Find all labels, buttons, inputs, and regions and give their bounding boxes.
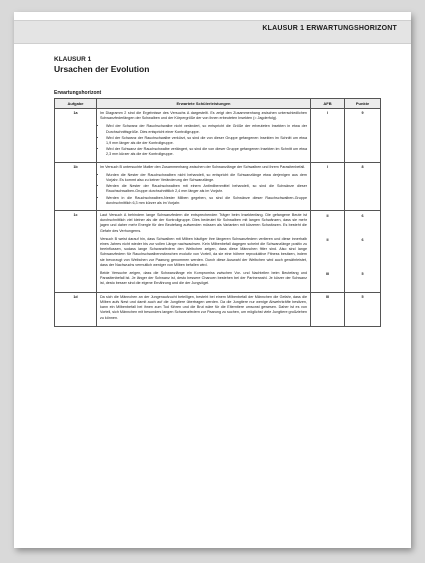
afb-level: II bbox=[326, 214, 329, 219]
column-header-expected: Erwartete Schülerleistungen bbox=[97, 99, 311, 109]
task-number: 1a bbox=[55, 109, 97, 163]
task-number: 1c bbox=[55, 211, 97, 293]
table-row bbox=[55, 109, 381, 163]
expected-answer bbox=[97, 211, 311, 293]
expected-answer bbox=[97, 292, 311, 326]
column-header-task: Aufgabe bbox=[55, 99, 97, 109]
answer-bullets bbox=[100, 173, 307, 206]
answer-paragraph: Versuch B weist darauf hin, dass Schwalben mit Milben häufiger ihre längeren Schwanzfedern verlieren und diese innerhalb eines Jahres nicht wieder bis zur vollen Länge nachwachsen. Kein Milbenbefall dagegen scheint die Schwanzlänge positiv zu beeinflussen, sodass lange Schwanzfedern den Weibchen zeigen, dass diese Männchen fitter sind. Also sind lange Schwanzfedern für Rauchschwalbenmännchen evolutiv von Vorteil, da sie eine höhere reproduktive Fitness besitzen, indem sie bevorzugt von Weibchen zur Paarung genommen werden. Durch diese Auswahl der Weibchen wird auch gewährleistet, dass der Nachwuchs vermutlich weniger von Milben befallen wird. bbox=[100, 236, 307, 267]
afb-level-cell bbox=[311, 211, 345, 293]
afb-level: I bbox=[311, 109, 345, 163]
answer-paragraph: Beide Versuche zeigen, dass die Schwanzlänge ein Kompromiss zwischen Vor- und Nachteilen beim Beutefang und Parasitenbefall ist. Je länger der Schwanz ist, desto bessere Chancen bestehen bei der Partnerwahl. Je kürzer der Schwanz ist, desto besser sind die eigene Ernährung und die der Jungvögel. bbox=[100, 271, 307, 286]
task-number: 1d bbox=[55, 292, 97, 326]
answer-bullet: • Wird der Schwanz der Rauchschwalbe verkürzt, so sind die von dieser Gruppe gefangenen Insekten im Schnitt um etwa 1,9 mm länger als die der Kontrollgruppe. bbox=[106, 136, 307, 146]
expected-answer bbox=[97, 162, 311, 210]
answer-paragraph: Da sich die Männchen an der Jungenaufzucht beteiligen, besteht bei einem Milbenbefall der Männchen die Gefahr, dass die Milben aufs Nest und damit auch auf die Jungtiere übertragen werden. Da die Jungtiere nur wenige Abwehrkräfte besitzen, kann ein Milbenbefall bei ihnen zum Tod führen und die Brut wäre für die Elterntiere umsonst gewesen. Daher ist es von Vorteil, sich Männchen mit besonders langen Schwanzfedern zur Paarung zu suchen, um möglichst viele Jungtiere großziehen zu können. bbox=[100, 294, 307, 320]
points-value: 9 bbox=[345, 109, 381, 163]
answer-bullet: • Werden die Nester der Rauchschwalben mit einem Antimilbenmittel behandelt, so sind die Schwänze dieser Rauchschwalben-Gruppe durchschnittlich 2,4 mm länger als im Vorjahr. bbox=[106, 184, 307, 194]
afb-level: I bbox=[311, 162, 345, 210]
header-title: KLAUSUR 1 ERWARTUNGSHORIZONT bbox=[262, 25, 397, 32]
expected-answer bbox=[97, 109, 311, 163]
column-header-points: Punkte bbox=[345, 99, 381, 109]
afb-level: III bbox=[311, 292, 345, 326]
table-row bbox=[55, 211, 381, 293]
afb-level: III bbox=[325, 272, 330, 277]
answer-intro: Im Versuch B untersuchte Møller den Zusammenhang zwischen der Schwanzlänge der Schwalben und ihrem Parasitenbefall. bbox=[100, 164, 306, 169]
points-value: 8 bbox=[345, 162, 381, 210]
answer-paragraph: Laut Versuch A behindern lange Schwanzfedern die entsprechenden Träger beim Insektenfang. Die gefangene Beute ist durchschnittlich viel kleiner als die der Kontrollgruppe. Dies bedeutet für Schwalben mit langen Schwänzen, dass sie mehr jagen und daher mehr Energie für den Beutefang aufwenden müssen als Varianten mit kürzeren Schwänzen. Es besteht die Gefahr des Verhungerns. bbox=[100, 213, 307, 233]
header-band bbox=[14, 20, 411, 44]
section-label: Erwartungshorizont bbox=[54, 90, 102, 96]
points-value: 5 bbox=[345, 292, 381, 326]
points-value: 5 bbox=[361, 272, 364, 277]
answer-intro: Im Diagramm 2 sind die Ergebnisse des Versuchs A dargestellt. Es zeigt den Zusammenhang zwischen unterschiedlichen Schwanzfederlängen der Schwalben und der Körpergröße der von ihnen erbeuteten Insekten (= Jagderfolg). bbox=[100, 111, 307, 121]
answer-bullet: • Wird der Schwanz der Rauchschwalbe nicht verändert, so entspricht die Größe der erbeuteten Insekten in etwa der Durchschnittsgröße. Dies entspricht einer Kontrollgruppe. bbox=[106, 124, 307, 134]
klausur-label: KLAUSUR 1 bbox=[54, 56, 92, 63]
klausur-title: Ursachen der Evolution bbox=[54, 64, 150, 74]
answer-bullet: • Werden in die Rauchschwalben-Nester Milben gegeben, so sind die Schwänze dieser Rauchschwalben-Gruppe durchschnittlich 6,3 mm kürzer als im Vorjahr. bbox=[106, 196, 307, 206]
answer-bullet: • Wird der Schwanz der Rauchschwalbe verlängert, so sind die von dieser Gruppe gefangenen Insekten im Schnitt um etwa 2,3 mm kürzer als die der Kontrollgruppe. bbox=[106, 147, 307, 157]
task-number: 1b bbox=[55, 162, 97, 210]
table-row bbox=[55, 162, 381, 210]
expectation-table bbox=[54, 98, 381, 327]
table-row bbox=[55, 292, 381, 326]
points-value-cell bbox=[345, 211, 381, 293]
afb-level: II bbox=[326, 238, 329, 243]
points-value: 6 bbox=[361, 238, 364, 243]
answer-bullet: • Wurden die Nester der Rauchschwalben nicht behandelt, so entspricht die Schwanzlänge etwa derjenigen aus dem Vorjahr. Es kommt also zu keiner Veränderung der Schwanzlänge. bbox=[106, 173, 307, 183]
answer-bullets bbox=[100, 124, 307, 157]
column-header-afb: AFB bbox=[311, 99, 345, 109]
document-page bbox=[14, 12, 411, 548]
points-value: 6 bbox=[361, 214, 364, 219]
table-header-row bbox=[55, 99, 381, 109]
